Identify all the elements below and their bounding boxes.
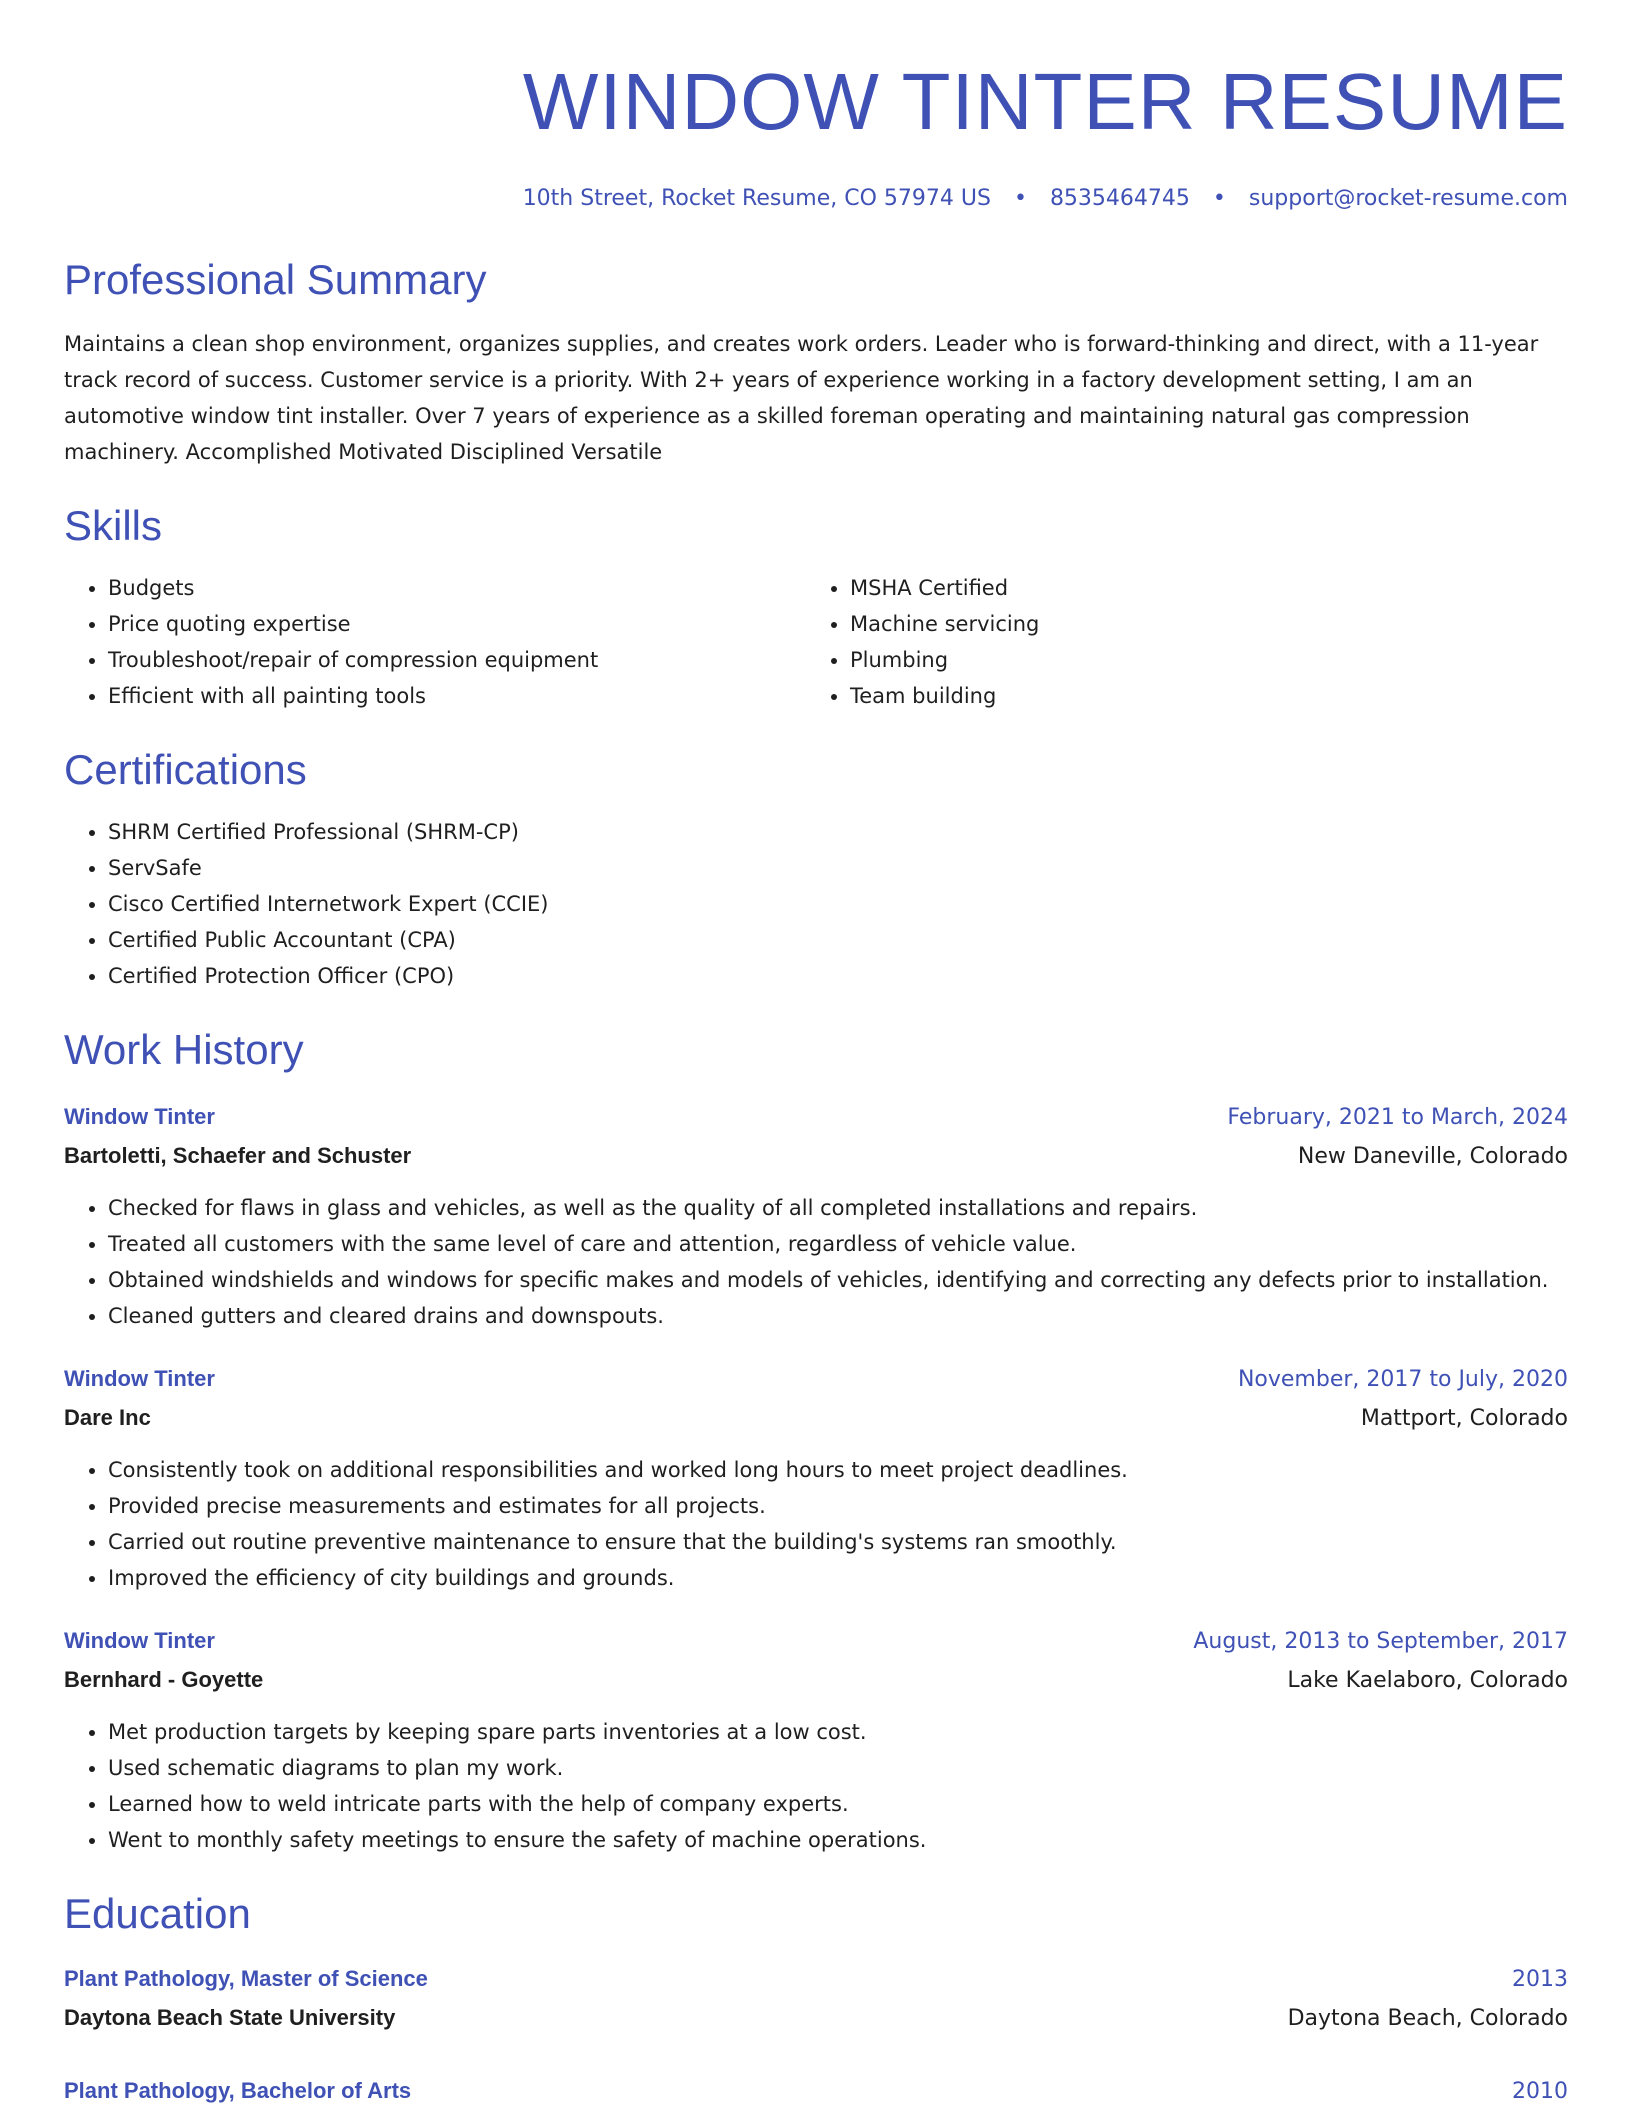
job-location: Mattport, Colorado [1360, 1406, 1568, 1431]
job-dates: February, 2021 to March, 2024 [1227, 1105, 1568, 1130]
skills-list-left [64, 570, 806, 714]
job-bullet: • Consistently took on additional responsibilities and worked long hours to meet project deadlines. [108, 1452, 1568, 1488]
work-history-section [64, 1026, 1568, 1858]
education-degree: Plant Pathology, Master of Science [64, 1966, 428, 1991]
certification-item: • Cisco Certified Internetwork Expert (CCIE) [108, 886, 1568, 922]
skill-item: • Machine servicing [850, 606, 1548, 642]
job-bullet: • Treated all customers with the same level of care and attention, regardless of vehicle value. [108, 1226, 1568, 1262]
contact-email: support@rocket-resume.com [1248, 186, 1568, 211]
education-location: Daytona Beach, Colorado [1287, 2006, 1568, 2031]
job-role: Window Tinter [64, 1628, 215, 1653]
skill-item: • Troubleshoot/repair of compression equipment [108, 642, 806, 678]
job-dates: November, 2017 to July, 2020 [1237, 1367, 1568, 1392]
job-company-row [64, 1137, 1568, 1176]
certification-item: • Certified Public Accountant (CPA) [108, 922, 1568, 958]
job-company: Bernhard - Goyette [64, 1667, 264, 1692]
certification-item: • SHRM Certified Professional (SHRM-CP) [108, 814, 1568, 850]
job-company-row [64, 1399, 1568, 1438]
education-school-row [64, 1999, 1568, 2038]
work-history-heading: Work History [64, 1026, 304, 1073]
job-location: New Daneville, Colorado [1297, 1144, 1568, 1169]
job-bullets [64, 1714, 1568, 1858]
certifications-section [64, 746, 1568, 994]
job-bullets [64, 1190, 1568, 1334]
job-bullets [64, 1452, 1568, 1596]
job-bullet: • Met production targets by keeping spare parts inventories at a low cost. [108, 1714, 1568, 1750]
skills-heading: Skills [64, 502, 163, 549]
skill-item: • Team building [850, 678, 1548, 714]
job-company-row [64, 1661, 1568, 1700]
contact-separator: • [1212, 186, 1226, 211]
skill-item: • Budgets [108, 570, 806, 606]
job-dates: August, 2013 to September, 2017 [1193, 1629, 1568, 1654]
education-year: 2013 [1512, 1967, 1568, 1992]
skills-columns [64, 550, 1568, 714]
job-role: Window Tinter [64, 1366, 215, 1391]
contact-separator: • [1013, 186, 1027, 211]
job-bullet: • Provided precise measurements and estimates for all projects. [108, 1488, 1568, 1524]
job-bullet: • Went to monthly safety meetings to ensure the safety of machine operations. [108, 1822, 1568, 1858]
job-bullet: • Obtained windshields and windows for specific makes and models of vehicles, identifying and correcting any defects prior to installation. [108, 1262, 1568, 1298]
skill-item: • Plumbing [850, 642, 1548, 678]
skills-list-right [806, 570, 1548, 714]
job-header-row [64, 1360, 1568, 1399]
job-bullet: • Checked for flaws in glass and vehicles, as well as the quality of all completed installations and repairs. [108, 1190, 1568, 1226]
contact-phone: 8535464745 [1049, 186, 1190, 211]
job-bullet: • Used schematic diagrams to plan my work. [108, 1750, 1568, 1786]
job-entry [64, 1098, 1568, 1334]
skill-item: • MSHA Certified [850, 570, 1548, 606]
job-location: Lake Kaelaboro, Colorado [1287, 1668, 1568, 1693]
job-header-row [64, 1098, 1568, 1137]
job-bullet: • Cleaned gutters and cleared drains and downspouts. [108, 1298, 1568, 1334]
education-heading: Education [64, 1890, 251, 1937]
job-entry [64, 1360, 1568, 1596]
contact-address: 10th Street, Rocket Resume, CO 57974 US [522, 186, 991, 211]
education-year: 2010 [1512, 2079, 1568, 2104]
job-company: Bartoletti, Schaefer and Schuster [64, 1143, 412, 1168]
summary-heading: Professional Summary [64, 256, 487, 303]
job-bullet: • Learned how to weld intricate parts with the help of company experts. [108, 1786, 1568, 1822]
education-header-row [64, 2072, 1568, 2111]
education-section [64, 1890, 1568, 2111]
skill-item: • Efficient with all painting tools [108, 678, 806, 714]
education-entry [64, 1960, 1568, 2038]
resume-title: WINDOW TINTER RESUME [522, 57, 1568, 146]
skill-item: • Price quoting expertise [108, 606, 806, 642]
education-header-row [64, 1960, 1568, 1999]
skills-section [64, 502, 1568, 714]
education-school: Daytona Beach State University [64, 2005, 396, 2030]
certification-item: • ServSafe [108, 850, 1568, 886]
job-header-row [64, 1622, 1568, 1661]
job-bullet: • Carried out routine preventive maintenance to ensure that the building's systems ran smoothly. [108, 1524, 1568, 1560]
education-entry [64, 2072, 1568, 2111]
resume-page [64, 0, 1568, 2111]
certification-item: • Certified Protection Officer (CPO) [108, 958, 1568, 994]
contact-line [64, 184, 1568, 214]
education-degree: Plant Pathology, Bachelor of Arts [64, 2078, 412, 2103]
job-company: Dare Inc [64, 1405, 151, 1430]
job-role: Window Tinter [64, 1104, 215, 1129]
certifications-heading: Certifications [64, 746, 307, 793]
summary-text: Maintains a clean shop environment, organizes supplies, and creates work orders. Leader who is forward-thinking and direct, with a 11-year track record of success. Customer service is a priority. With 2+ years of experience working in a factory development setting, I am an automotive window tint installer. Over 7 years of experience as a skilled foreman operating and maintaining natural gas compression machinery. Accomplished Motivated Disciplined Versatile [64, 332, 1539, 464]
job-entry [64, 1622, 1568, 1858]
certifications-list [64, 814, 1568, 994]
job-bullet: • Improved the efficiency of city buildings and grounds. [108, 1560, 1568, 1596]
